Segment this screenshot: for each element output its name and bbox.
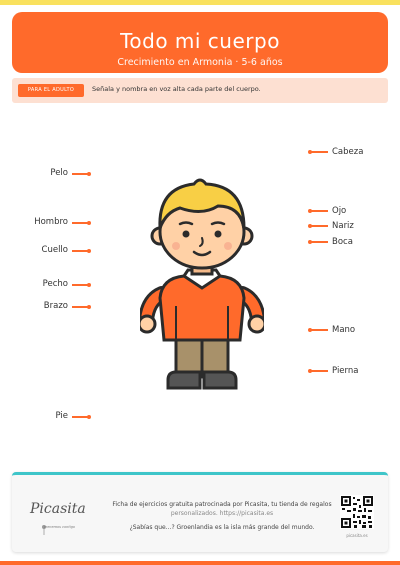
- mano-line: [310, 329, 328, 331]
- top-color-strip: [0, 0, 400, 5]
- instruction-text: Señala y nombra en voz alta cada parte del cuerpo.: [92, 85, 261, 93]
- sponsor-sub[interactable]: personalizados. https://picasita.es: [170, 510, 274, 517]
- label-brazo: Brazo: [43, 301, 68, 311]
- pierna-line: [310, 370, 328, 372]
- pie-dot: [87, 415, 91, 419]
- label-mano: Mano: [332, 325, 356, 335]
- qr-caption: picasita.es: [346, 533, 368, 538]
- label-cuello: Cuello: [41, 245, 68, 255]
- header-banner: [12, 12, 388, 73]
- instruction-bar: [12, 78, 388, 103]
- sponsor-footer: [12, 472, 388, 552]
- label-hombro: Hombro: [34, 217, 68, 227]
- boy-illustration: [140, 176, 264, 392]
- brand-name: Picasita: [30, 501, 86, 517]
- bottom-color-strip: [0, 561, 400, 565]
- label-pelo: Pelo: [50, 168, 68, 178]
- brand-tagline: crecemos contigo: [44, 525, 76, 529]
- label-pierna: Pierna: [332, 366, 359, 376]
- page-subtitle: Crecimiento en Armonia · 5-6 años: [117, 57, 283, 68]
- label-pie: Pie: [55, 411, 68, 421]
- picasita-logo: [22, 493, 86, 537]
- brazo-dot: [87, 305, 91, 309]
- hombro-dot: [87, 221, 91, 225]
- pecho-dot: [87, 283, 91, 287]
- pelo-dot: [87, 172, 91, 176]
- label-pecho: Pecho: [42, 279, 68, 289]
- sponsor-text: [92, 500, 352, 518]
- cabeza-line: [310, 151, 328, 153]
- nariz-line: [310, 225, 328, 227]
- page-title: Todo mi cuerpo: [120, 29, 280, 53]
- qr-code-icon[interactable]: [340, 495, 374, 529]
- sponsor-line: Ficha de ejercicios gratuita patrocinada por Picasita, tu tienda de regalos: [112, 501, 332, 508]
- cuello-dot: [87, 249, 91, 253]
- label-cabeza: Cabeza: [332, 147, 364, 157]
- label-ojo: Ojo: [332, 206, 347, 216]
- label-nariz: Nariz: [332, 221, 354, 231]
- ojo-line: [310, 210, 328, 212]
- label-boca: Boca: [332, 237, 353, 247]
- adult-badge: PARA EL ADULTO: [18, 84, 84, 97]
- boca-line: [310, 241, 328, 243]
- fun-fact: ¿Sabías que...? Groenlandia es la isla más grande del mundo.: [129, 524, 315, 531]
